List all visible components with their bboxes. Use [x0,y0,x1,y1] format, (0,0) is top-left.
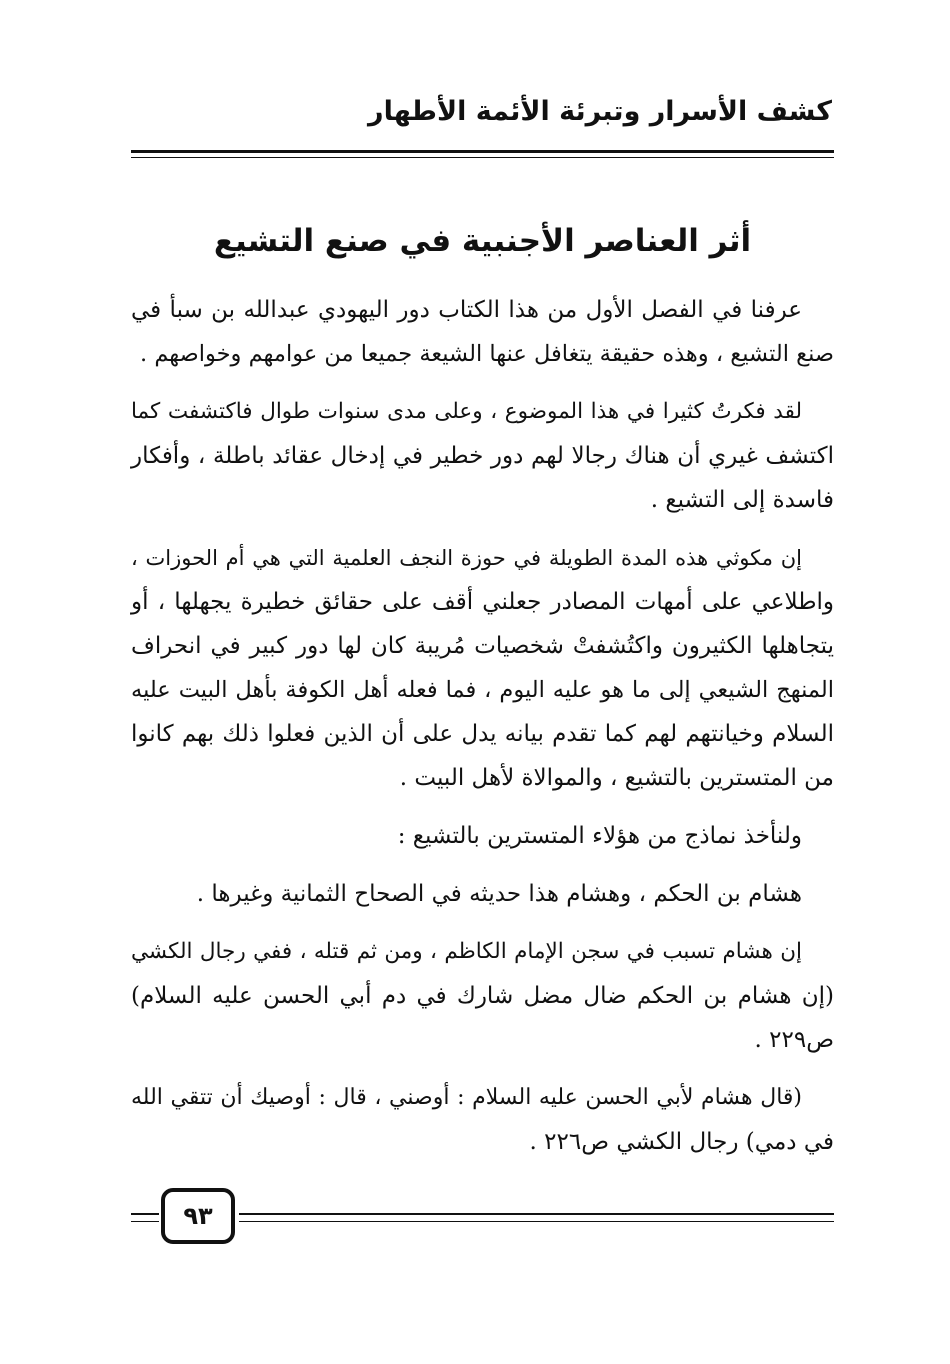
text-line: السلام وخيانتهم لهم كما تقدم بيانه يدل على أن الذين فعلوا ذلك بهم كانوا [131,721,834,747]
header-rule-thick [131,150,834,153]
text-line: في دمي) رجال الكشي ص٢٢٦ . [529,1129,834,1155]
text-line: لقد فكرتُ كثيرا في هذا الموضوع ، وعلى مدى سنوات طوال فاكتشفت كما [131,399,802,424]
footer-rule-right-thin [239,1221,834,1222]
text-line: (قال هشام لأبي الحسن عليه السلام : أوصني ، قال : أوصيك أن تتقي الله [131,1085,802,1110]
text-line: المنهج الشيعي إلى ما هو عليه اليوم ، فما فعله أهل الكوفة بأهل البيت عليه [131,677,834,703]
paragraph [131,814,834,858]
text-line: من المتسترين بالتشيع ، والموالاة لأهل البيت . [399,765,834,791]
text-line: إن مكوثي هذه المدة الطويلة في حوزة النجف العلمية التي هي أم الحوزات ، [131,546,802,570]
paragraph [131,390,834,522]
page-number: ٩٣ [161,1188,235,1244]
footer-rule-left-thin [131,1221,159,1222]
text-line: صنع التشيع ، وهذه حقيقة يتغافل عنها الشيعة جميعا من عوامهم وخواصهم . [140,341,834,367]
body-text [131,288,834,1178]
text-line: فاسدة إلى التشيع . [650,487,834,513]
text-line: هشام بن الحكم ، وهشام هذا حديثه في الصحاح الثمانية وغيرها . [196,881,802,907]
paragraph [131,872,834,916]
text-line: اكتشف غيري أن هناك رجالا لهم دور خطير في إدخال عقائد باطلة ، وأفكار [131,443,834,469]
paragraph [131,288,834,376]
chapter-title: أثر العناصر الأجنبية في صنع التشيع [213,223,752,259]
page-footer [131,1188,834,1250]
footer-rule-left-thick [131,1213,159,1215]
text-line: إن هشام تسبب في سجن الإمام الكاظم ، ومن ثم قتله ، ففي رجال الكشي [131,939,802,964]
text-line: (إن هشام بن الحكم ضال مضل شارك في دم أبي الحسن عليه السلام) [131,983,834,1009]
paragraph [131,930,834,1062]
text-line: ولنأخذ نماذج من هؤلاء المتسترين بالتشيع : [397,823,802,849]
text-line: يتجاهلها الكثيرون واكتُشفتْ شخصيات مُريبة كان لها دور كبير في انحراف [131,633,834,659]
text-line: عرفنا في الفصل الأول من هذا الكتاب دور اليهودي عبدالله بن سبأ في [131,297,802,323]
text-line: ص٢٢٩ . [754,1027,834,1053]
text-line: واطلاعي على أمهات المصادر جعلني أقف على حقائق خطيرة يجهلها ، أو [131,589,834,615]
running-head: كشف الأسرار وتبرئة الأئمة الأطهار [368,96,832,127]
paragraph [131,536,834,800]
footer-rule-right-thick [239,1213,834,1215]
paragraph [131,1076,834,1164]
header-rule-thin [131,157,834,158]
